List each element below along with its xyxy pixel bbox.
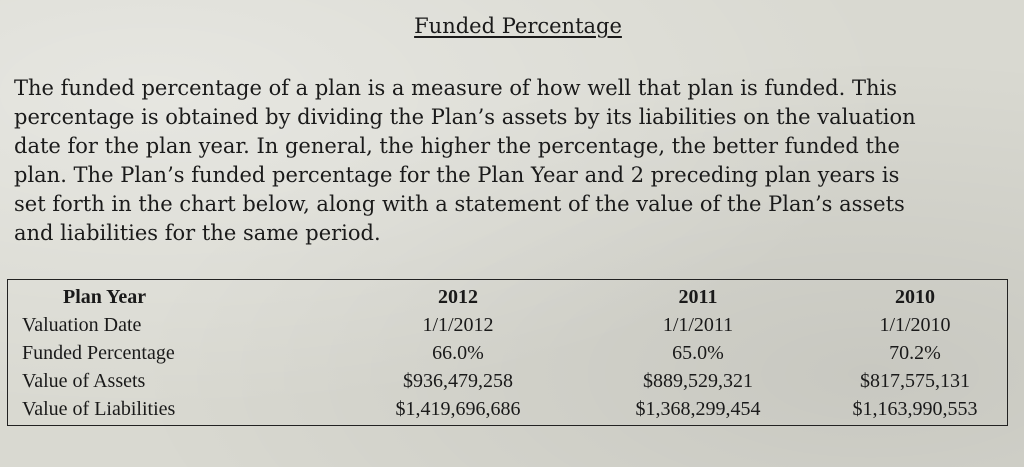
header-year-2010: 2010	[895, 286, 935, 308]
cell-2010: 1/1/2010	[879, 314, 951, 336]
cell-2012: $1,419,696,686	[395, 398, 521, 420]
cell-2012: 66.0%	[432, 342, 484, 364]
table-row-funded-percentage	[8, 339, 1007, 367]
row-label: Valuation Date	[22, 314, 142, 336]
table-header-row	[8, 283, 1007, 311]
cell-2011: 1/1/2011	[662, 314, 734, 336]
section-title: Funded Percentage	[414, 14, 622, 38]
cell-2012: 1/1/2012	[422, 314, 494, 336]
row-label: Funded Percentage	[22, 342, 175, 364]
row-label: Value of Assets	[22, 370, 146, 392]
cell-2011: $889,529,321	[643, 370, 753, 392]
cell-2010: $1,163,990,553	[852, 398, 978, 420]
header-plan-year: Plan Year	[63, 286, 147, 308]
cell-2011: $1,368,299,454	[635, 398, 761, 420]
data-table	[8, 283, 1007, 423]
row-label: Value of Liabilities	[22, 398, 176, 420]
table-row-valuation-date	[8, 311, 1007, 339]
cell-2011: 65.0%	[672, 342, 724, 364]
table-row-value-of-assets	[8, 367, 1007, 395]
cell-2010: $817,575,131	[860, 370, 970, 392]
description-paragraph: The funded percentage of a plan is a measure of how well that plan is funded. This percentage is obtained by dividing the Plan’s assets by its liabilities on the valuation date for the plan year. In general, the higher the percentage, the better funded the plan. The Plan’s funded percentage for the Plan Year and 2 preceding plan years is set forth in the chart below, along with a statement of the value of the Plan’s assets and liabilities for the same period.	[14, 76, 916, 245]
table-row-value-of-liabilities	[8, 395, 1007, 423]
header-year-2012: 2012	[438, 286, 478, 308]
cell-2010: 70.2%	[889, 342, 941, 364]
cell-2012: $936,479,258	[403, 370, 513, 392]
header-year-2011: 2011	[678, 286, 718, 308]
funded-percentage-table	[7, 279, 1008, 426]
